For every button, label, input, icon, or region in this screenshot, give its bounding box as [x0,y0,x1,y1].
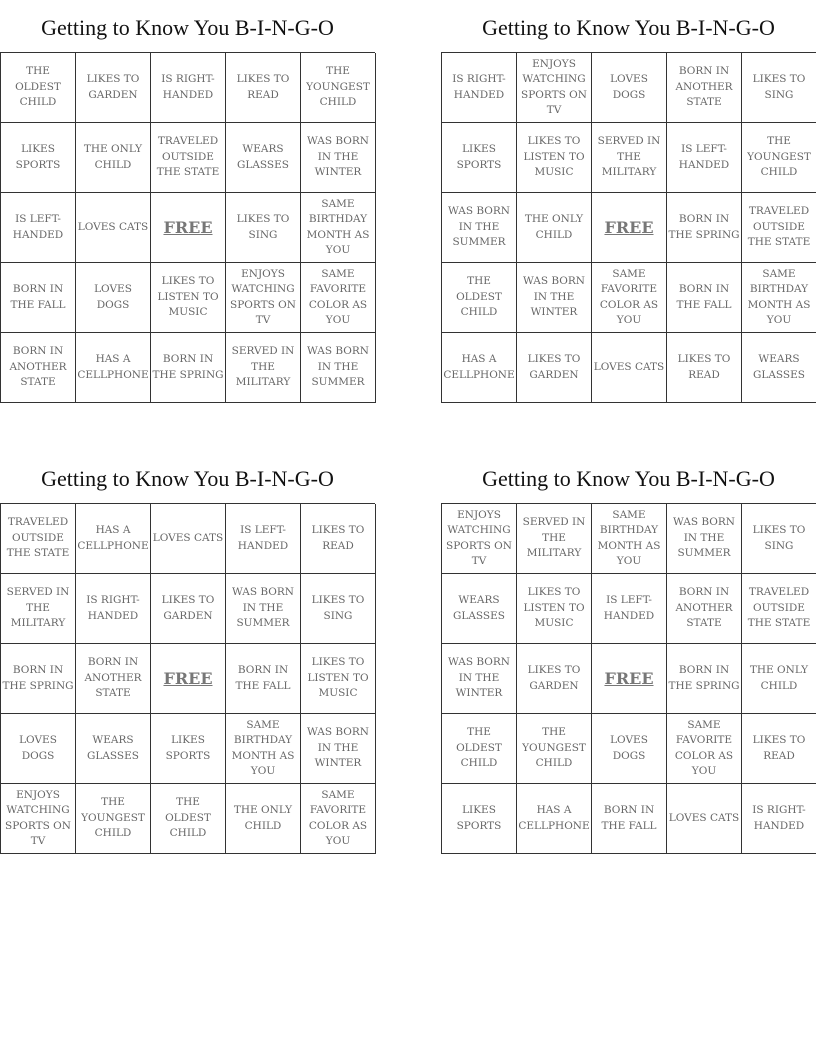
bingo-cell: THE OLDEST CHILD [151,784,226,854]
bingo-card-2 [441,2,816,403]
bingo-cell: BORN IN THE FALL [667,263,742,333]
bingo-cell: IS LEFT-HANDED [226,504,301,574]
bingo-cell: LIKES TO READ [742,714,816,784]
card-title: Getting to Know You B-I-N-G-O [482,466,775,491]
bingo-cell: IS RIGHT-HANDED [442,53,517,123]
bingo-cell: LIKES SPORTS [442,784,517,854]
bingo-cell: ENJOYS WATCHING SPORTS ON TV [1,784,76,854]
bingo-cell: THE YOUNGEST CHILD [76,784,151,854]
card-title: Getting to Know You B-I-N-G-O [41,15,334,40]
bingo-cell: LIKES TO LISTEN TO MUSIC [151,263,226,333]
bingo-card-1 [0,2,375,403]
bingo-cell: HAS A CELLPHONE [442,333,517,403]
bingo-cell: THE YOUNGEST CHILD [742,123,816,193]
bingo-cell: BORN IN ANOTHER STATE [1,333,76,403]
bingo-cell: LOVES CATS [151,504,226,574]
bingo-grid [441,52,816,403]
bingo-cell: THE OLDEST CHILD [1,53,76,123]
bingo-cell: SERVED IN THE MILITARY [226,333,301,403]
bingo-cell: IS LEFT-HANDED [667,123,742,193]
bingo-cell: WAS BORN IN THE SUMMER [301,333,376,403]
bingo-grid [441,503,816,854]
bingo-cell: BORN IN THE FALL [592,784,667,854]
bingo-cell: WEARS GLASSES [442,574,517,644]
free-space: FREE [151,193,226,263]
bingo-cell: SAME FAVORITE COLOR AS YOU [301,784,376,854]
bingo-cell: WEARS GLASSES [742,333,816,403]
bingo-cell: WAS BORN IN THE SUMMER [667,504,742,574]
bingo-cell: LOVES DOGS [76,263,151,333]
bingo-cell: WEARS GLASSES [76,714,151,784]
bingo-cell: BORN IN THE FALL [1,263,76,333]
bingo-card-4 [441,453,816,854]
bingo-grid [0,503,375,854]
bingo-cell: LIKES TO GARDEN [76,53,151,123]
bingo-cell: LIKES SPORTS [1,123,76,193]
bingo-cell: BORN IN THE SPRING [667,644,742,714]
bingo-cell: WEARS GLASSES [226,123,301,193]
bingo-cell: LOVES DOGS [592,714,667,784]
free-space: FREE [592,193,667,263]
bingo-cell: THE OLDEST CHILD [442,263,517,333]
bingo-cell: BORN IN ANOTHER STATE [667,574,742,644]
bingo-cell: WAS BORN IN THE WINTER [301,714,376,784]
bingo-cell: IS RIGHT-HANDED [742,784,816,854]
bingo-cell: SAME BIRTHDAY MONTH AS YOU [592,504,667,574]
bingo-cell: TRAVELED OUTSIDE THE STATE [151,123,226,193]
bingo-cell: HAS A CELLPHONE [517,784,592,854]
bingo-cell: BORN IN ANOTHER STATE [667,53,742,123]
bingo-cell: LIKES TO GARDEN [151,574,226,644]
bingo-cell: LOVES DOGS [592,53,667,123]
bingo-cell: SAME BIRTHDAY MONTH AS YOU [226,714,301,784]
bingo-cell: LOVES CATS [592,333,667,403]
bingo-cell: ENJOYS WATCHING SPORTS ON TV [442,504,517,574]
bingo-cell: LOVES DOGS [1,714,76,784]
free-space: FREE [592,644,667,714]
bingo-cell: SAME FAVORITE COLOR AS YOU [667,714,742,784]
bingo-cell: LIKES SPORTS [151,714,226,784]
bingo-cell: SERVED IN THE MILITARY [517,504,592,574]
bingo-cell: LOVES CATS [76,193,151,263]
bingo-cell: LIKES TO LISTEN TO MUSIC [301,644,376,714]
bingo-cell: THE ONLY CHILD [517,193,592,263]
bingo-cell: SAME BIRTHDAY MONTH AS YOU [742,263,816,333]
bingo-cell: BORN IN ANOTHER STATE [76,644,151,714]
bingo-cell: THE OLDEST CHILD [442,714,517,784]
bingo-cell: ENJOYS WATCHING SPORTS ON TV [517,53,592,123]
bingo-cell: WAS BORN IN THE WINTER [442,644,517,714]
card-title: Getting to Know You B-I-N-G-O [41,466,334,491]
bingo-cell: IS LEFT-HANDED [1,193,76,263]
card-title: Getting to Know You B-I-N-G-O [482,15,775,40]
bingo-cell: LIKES TO READ [226,53,301,123]
bingo-cell: WAS BORN IN THE SUMMER [442,193,517,263]
bingo-cell: IS LEFT-HANDED [592,574,667,644]
bingo-cell: LIKES TO SING [226,193,301,263]
bingo-card-3 [0,453,375,854]
bingo-cell: LIKES TO GARDEN [517,644,592,714]
bingo-cell: TRAVELED OUTSIDE THE STATE [742,193,816,263]
bingo-cell: BORN IN THE SPRING [667,193,742,263]
bingo-cell: WAS BORN IN THE SUMMER [226,574,301,644]
bingo-cell: TRAVELED OUTSIDE THE STATE [742,574,816,644]
bingo-cell: LIKES TO GARDEN [517,333,592,403]
bingo-cell: SERVED IN THE MILITARY [592,123,667,193]
bingo-cell: HAS A CELLPHONE [76,504,151,574]
bingo-cell: LIKES TO SING [742,53,816,123]
bingo-cell: LIKES TO LISTEN TO MUSIC [517,123,592,193]
bingo-cell: BORN IN THE SPRING [151,333,226,403]
bingo-cell: LIKES TO SING [742,504,816,574]
bingo-cell: LIKES SPORTS [442,123,517,193]
bingo-cell: LIKES TO READ [667,333,742,403]
bingo-grid [0,52,375,403]
bingo-cell: SAME FAVORITE COLOR AS YOU [592,263,667,333]
bingo-cell: SAME BIRTHDAY MONTH AS YOU [301,193,376,263]
bingo-cell: THE ONLY CHILD [226,784,301,854]
bingo-cell: BORN IN THE FALL [226,644,301,714]
bingo-cell: SAME FAVORITE COLOR AS YOU [301,263,376,333]
bingo-cell: WAS BORN IN THE WINTER [517,263,592,333]
bingo-cell: HAS A CELLPHONE [76,333,151,403]
bingo-cell: BORN IN THE SPRING [1,644,76,714]
bingo-cell: LOVES CATS [667,784,742,854]
bingo-cell: ENJOYS WATCHING SPORTS ON TV [226,263,301,333]
bingo-cell: SERVED IN THE MILITARY [1,574,76,644]
bingo-cell: WAS BORN IN THE WINTER [301,123,376,193]
bingo-cell: LIKES TO LISTEN TO MUSIC [517,574,592,644]
bingo-cell: LIKES TO READ [301,504,376,574]
bingo-cell: THE YOUNGEST CHILD [301,53,376,123]
bingo-cell: TRAVELED OUTSIDE THE STATE [1,504,76,574]
free-space: FREE [151,644,226,714]
bingo-cell: IS RIGHT-HANDED [76,574,151,644]
bingo-cell: THE YOUNGEST CHILD [517,714,592,784]
bingo-cell: THE ONLY CHILD [742,644,816,714]
bingo-cell: IS RIGHT-HANDED [151,53,226,123]
bingo-cell: THE ONLY CHILD [76,123,151,193]
bingo-cell: LIKES TO SING [301,574,376,644]
